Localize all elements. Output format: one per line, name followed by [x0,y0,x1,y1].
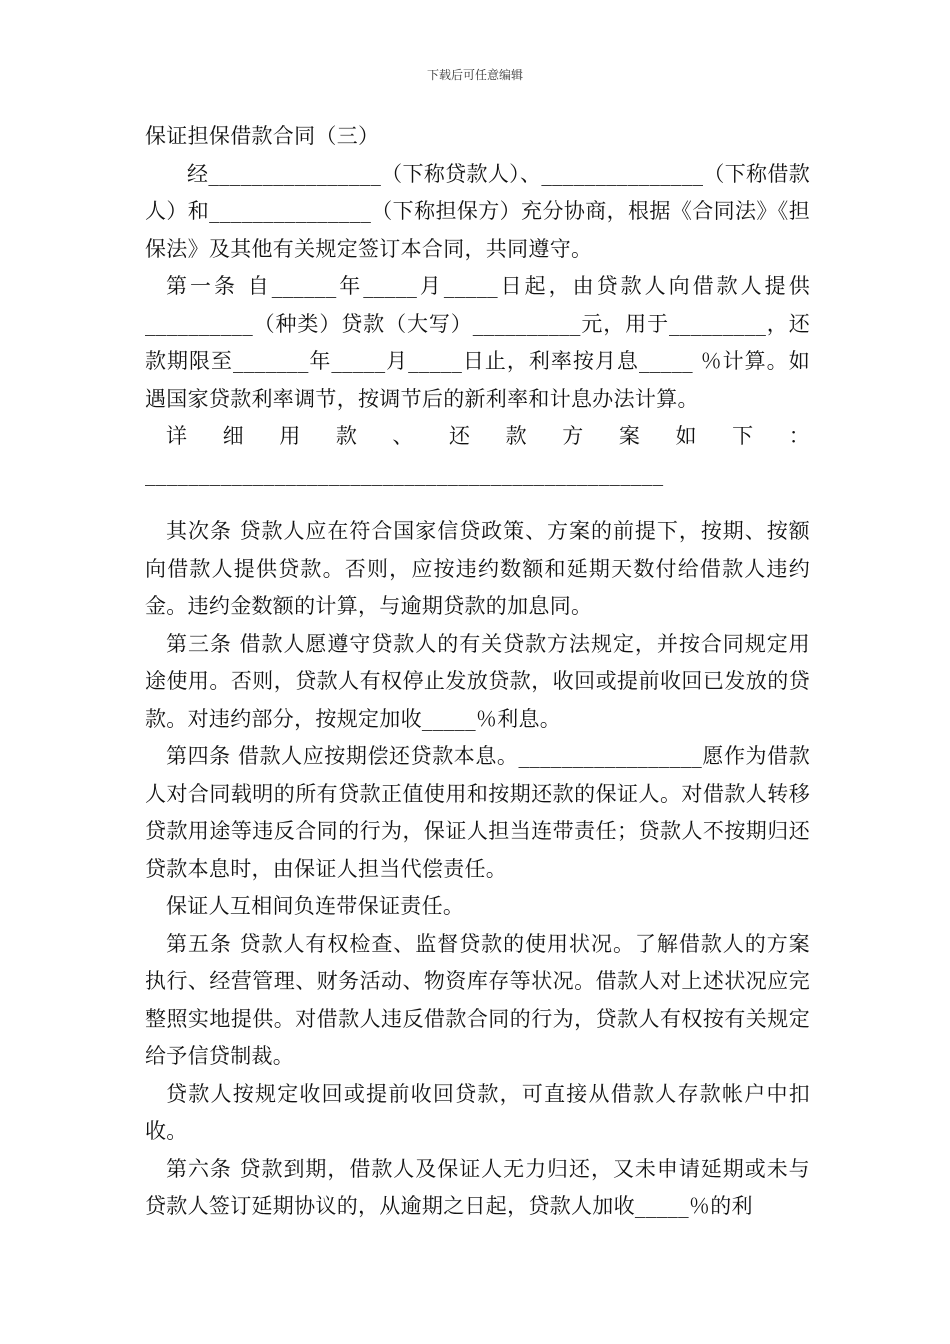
paragraph-article-4: 第四条 借款人应按期偿还贷款本息。_________________愿作为借款人对合同载明的所有贷款正值使用和按期还款的保证人。对借款人转移贷款用途等违反合同的行为，保证人担当连带责任；贷款人不按期归还贷款本息时，由保证人担当代偿责任。 [145,744,810,881]
paragraph-article-3: 第三条 借款人愿遵守贷款人的有关贷款方法规定，并按合同规定用途使用。否则，贷款人有权停止发放贷款，收回或提前收回已发放的贷款。对违约部分，按规定加收_____％利息。 [145,631,810,731]
document-body [145,118,810,1226]
paragraph-preamble: 经________________（下称贷款人）、_______________（下称借款人）和_______________（下称担保方）充分协商，根据《合同法》《担保法》及其他有关规定签订本合同，共同遵守。 [145,161,810,261]
paragraph-article-6: 第六条 贷款到期，借款人及保证人无力归还，又未申请延期或未与贷款人签订延期协议的，从逾期之日起，贷款人加收_____％的利 [145,1156,810,1218]
paragraph-repayment-plan: 详细用款、还款方案如下：________________________________________________ [145,424,810,486]
document-title: 保证担保借款合同（三） [145,124,380,148]
paragraph-deduction: 贷款人按规定收回或提前收回贷款，可直接从借款人存款帐户中扣收。 [145,1081,810,1143]
page-header: 下载后可任意编辑 [426,68,523,82]
paragraph-article-5: 第五条 贷款人有权检查、监督贷款的使用状况。了解借款人的方案执行、经营管理、财务活动、物资库存等状况。借款人对上述状况应完整照实地提供。对借款人违反借款合同的行为，贷款人有权按有关规定给予信贷制裁。 [145,931,810,1068]
paragraph-guarantor-liability: 保证人互相间负连带保证责任。 [166,894,465,918]
spacer [145,493,810,513]
paragraph-article-2: 其次条 贷款人应在符合国家信贷政策、方案的前提下，按期、按额向借款人提供贷款。否则，应按违约数额和延期天数付给借款人违约金。违约金数额的计算，与逾期贷款的加息同。 [145,519,810,618]
paragraph-article-1: 第一条 自______年_____月_____日起，由贷款人向借款人提供__________（种类）贷款（大写）__________元，用于_________，还款期限至_______年_____月_____日止，利率按月息_____ ％计算。如遇国家贷款利率调节，按调节后的新利率和计息办法计算。 [145,274,810,411]
